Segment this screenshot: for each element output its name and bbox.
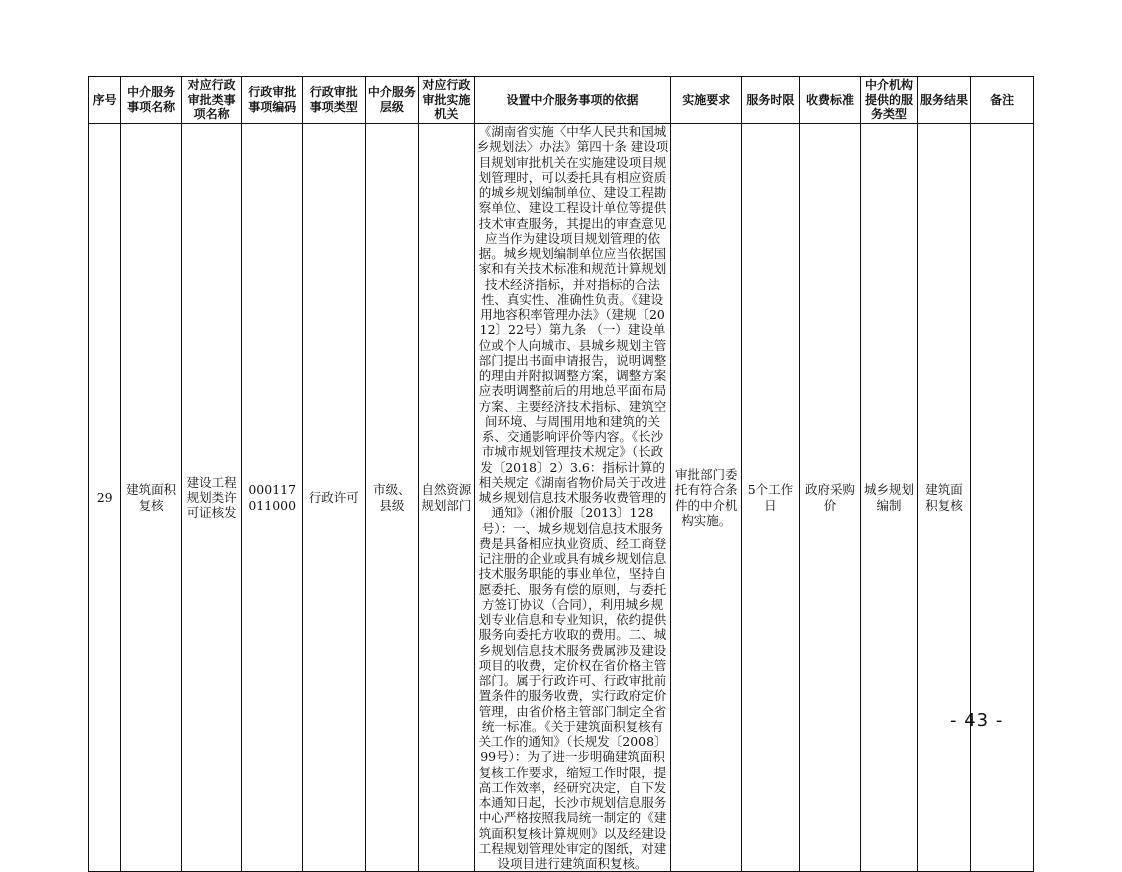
cell-result: 建筑面积复核: [917, 124, 971, 872]
header-service-name: 中介服务事项名称: [121, 77, 182, 124]
header-requirement: 实施要求: [671, 77, 742, 124]
cell-requirement: 审批部门委托有符合条件的中介机构实施。: [671, 124, 742, 872]
cell-authority: 自然资源规划部门: [419, 124, 475, 872]
header-approval-type: 行政审批事项类型: [302, 77, 365, 124]
header-basis: 设置中介服务事项的依据: [474, 77, 671, 124]
cell-approval-code: 000117011000: [242, 124, 303, 872]
header-remarks: 备注: [971, 77, 1034, 124]
cell-basis: 《湖南省实施〈中华人民共和国城乡规划法〉办法》第四十条 建设项目规划审批机关在实施建设项目规划管理时，可以委托具有相应资质的城乡规划编制单位、建设工程勘察单位、建设工程设计单位等提供技术审查服务，其提出的审查意见应当作为建设项目规划管理的依据。城乡规划编制单位应当依据国家和有关技术标准和规范计算规划技术经济指标，并对指标的合法性、真实性、准确性负责。《建设用地容积率管理办法》（建规〔2012〕22号）第九条 （一）建设单位或个人向城市、县城乡规划主管部门提出书面申请报告，说明调整的理由并附拟调整方案，调整方案应表明调整前后的用地总平面布局方案、主要经济技术指标、建筑空间环境、与周围用地和建筑的关系、交通影响评价等内容。《长沙市城市规划管理技术规定》（长政发〔2018〕2）3.6：指标计算的相关规定《湖南省物价局关于改进城乡规划信息技术服务收费管理的通知》（湘价服〔2013〕128号）：一、城乡规划信息技术服务费是具备相应执业资质、经工商登记注册的企业或具有城乡规划信息技术服务职能的事业单位，坚持自愿委托、服务有偿的原则，与委托方签订协议（合同），利用城乡规划专业信息和专业知识，依约提供服务向委托方收取的费用。二、城乡规划信息技术服务费属涉及建设项目的收费，定价权在省价格主管部门。属于行政许可、行政审批前置条件的服务收费，实行政府定价管理，由省价格主管部门制定全省统一标准。《关于建筑面积复核有关工作的通知》（长规发〔2008〕99号）：为了进一步明确建筑面积复核工作要求，缩短工作时限，提高工作效率，经研究决定，自下发本通知日起，长沙市规划信息服务中心严格按照我局统一制定的《建筑面积复核计算规则》以及经建设工程规划管理处审定的图纸，对建设项目进行建筑面积复核。: [474, 124, 671, 872]
cell-remarks: [971, 124, 1034, 872]
page-number: - 43 -: [950, 710, 1004, 731]
header-time-limit: 服务时限: [742, 77, 800, 124]
header-approval-code: 行政审批事项编码: [242, 77, 303, 124]
header-service-level: 中介服务层级: [365, 77, 419, 124]
header-provider-type: 中介机构提供的服务类型: [861, 77, 918, 124]
cell-service-name: 建筑面积复核: [121, 124, 182, 872]
cell-time-limit: 5个工作日: [742, 124, 800, 872]
intermediary-services-table: [88, 76, 1034, 872]
cell-approval-name: 建设工程规划类许可证核发: [181, 124, 242, 872]
header-authority: 对应行政审批实施机关: [419, 77, 475, 124]
cell-service-level: 市级、县级: [365, 124, 419, 872]
header-result: 服务结果: [917, 77, 971, 124]
table-row: [89, 124, 1034, 872]
header-approval-name: 对应行政审批类事项名称: [181, 77, 242, 124]
cell-provider-type: 城乡规划编制: [861, 124, 918, 872]
header-fee: 收费标准: [799, 77, 861, 124]
header-seq: 序号: [89, 77, 121, 124]
cell-fee: 政府采购价: [799, 124, 861, 872]
cell-approval-type: 行政许可: [302, 124, 365, 872]
cell-seq: 29: [89, 124, 121, 872]
header-row: [89, 77, 1034, 124]
